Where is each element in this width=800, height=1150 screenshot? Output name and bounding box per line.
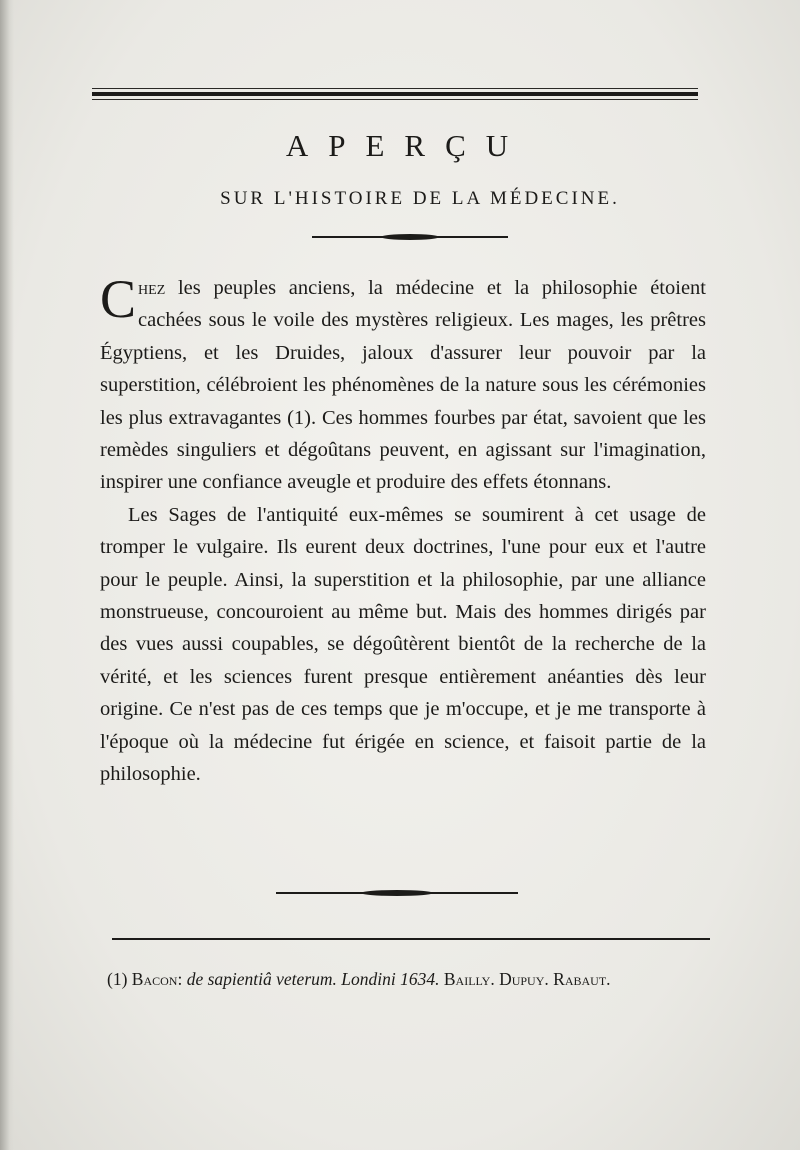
page-gutter-shadow — [0, 0, 14, 1150]
footnote-author-bailly: Bailly. — [443, 969, 495, 989]
footnote-rule — [112, 938, 710, 940]
title-ornament-rule — [312, 234, 508, 240]
paragraph-2: Les Sages de l'antiquité eux-mêmes se soumirent à cet usage de tromper le vulgaire. Ils eurent deux doctrines, l'une pour eux et l'autre pour le peuple. Ainsi, la superstition et la philosophie, par une alliance monstrueuse, concouroient au même but. Mais des hommes dirigés par des vues aussi coupables, se dégoûtèrent bientôt de la recherche de la vérité, et les sciences furent presque entièrement anéanties dès leur origine. Ce n'est pas de ces temps que je m'occupe, et je me transporte à l'époque où la médecine fut érigée en science, et faisoit partie de la philosophie. — [100, 503, 706, 786]
footnote-author-dupuy: Dupuy. — [499, 969, 549, 989]
paragraph-1-text: les peuples anciens, la médecine et la philosophie étoient cachées sous le voile des mystères religieux. Les mages, les prêtres Égyptiens, et les Druides, jaloux d'assurer leur pouvoir par la superstition, célébroient les phénomènes de la nature sous les cérémonies les plus extravagantes (1). Ces hommes fourbes par état, savoient que les remèdes singuliers et dégoûtans peuvent, en agissant sur l'imagination, inspirer une confiance aveugle et produire des effets étonnans. — [100, 277, 706, 494]
footnote-author-bacon: Bacon — [131, 969, 178, 989]
footnote-marker: (1) — [107, 969, 128, 989]
footnote-author-rabaut: Rabaut. — [553, 969, 611, 989]
footnote-year: 1634. — [400, 969, 440, 989]
chapter-title: APERÇU — [285, 128, 529, 163]
footnote-separator: : — [177, 969, 183, 989]
body-text — [100, 269, 706, 791]
footnote-work-title: de sapientiâ veterum. Londini — [186, 969, 396, 989]
chapter-subtitle: SUR L'HISTOIRE DE LA MÉDECINE. — [220, 188, 620, 209]
footnote — [107, 964, 717, 994]
paragraph-1 — [100, 269, 706, 499]
header-double-rule — [92, 88, 698, 102]
opening-small-caps: hez — [138, 277, 166, 299]
end-ornament-rule — [276, 890, 518, 896]
drop-cap: C — [100, 269, 137, 329]
